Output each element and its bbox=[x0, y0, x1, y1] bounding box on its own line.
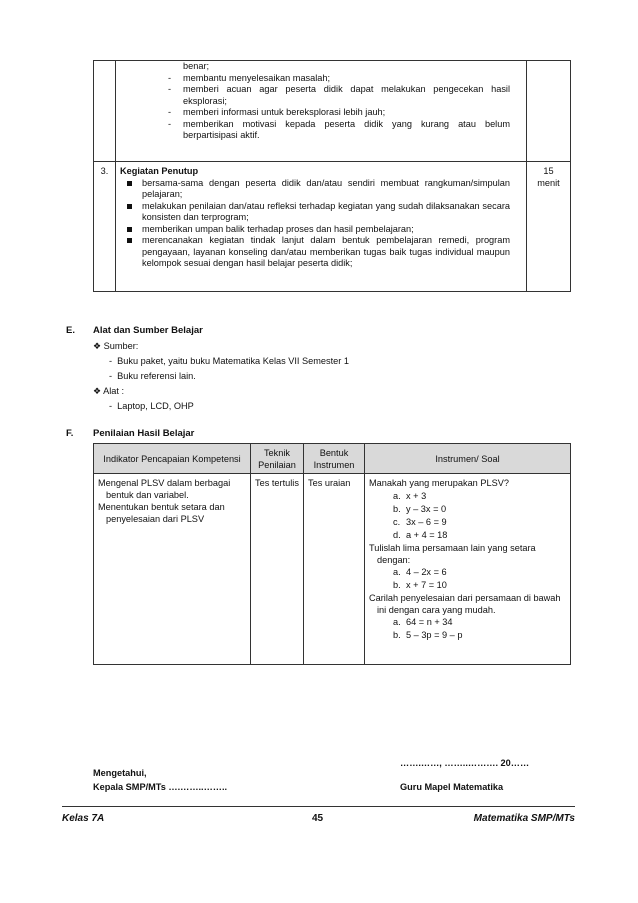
list-item: melakukan penilaian dan/atau refleksi terhadap kegiatan yang sudah dilaksanakan secara konsisten dan terprogram; bbox=[120, 201, 510, 224]
section-e-title: Alat dan Sumber Belajar bbox=[93, 325, 203, 336]
footer-divider bbox=[62, 806, 575, 807]
sumber-label: Sumber: bbox=[103, 341, 139, 351]
option-label: a. bbox=[393, 617, 401, 627]
option-item bbox=[369, 566, 566, 579]
option-label: a. bbox=[393, 491, 401, 501]
header-bentuk: Bentuk Instrumen bbox=[304, 444, 365, 474]
time-value: 15 bbox=[543, 166, 554, 176]
indikator-item: Menentukan bentuk setara dan penyelesaian dari PLSV bbox=[98, 502, 225, 524]
section-f-letter: F. bbox=[66, 428, 74, 439]
list-item: - memberi acuan agar peserta didik dapat melakukan pengecekan hasil eksplorasi; bbox=[164, 84, 510, 107]
bentuk-cell: Tes uraian bbox=[304, 474, 365, 665]
option-value: 5 – 3p = 9 – p bbox=[406, 630, 463, 640]
list-item: merencanakan kegiatan tindak lanjut dalam bentuk pembelajaran remedi, program pengayaan, layanan konseling dan/atau memberikan tugas baik tugas individual maupun kelompok sesuai dengan hasil belajar peserta didik; bbox=[120, 235, 510, 270]
dash-mark: - bbox=[109, 356, 118, 366]
date-line: …….……, ……..………. 20…… bbox=[400, 758, 530, 768]
option-label: b. bbox=[393, 580, 401, 590]
list-item: benar; bbox=[183, 61, 210, 71]
time-cell bbox=[527, 162, 571, 292]
activity-table bbox=[93, 60, 571, 292]
header-teknik: Teknik Penilaian bbox=[251, 444, 304, 474]
indikator-list bbox=[98, 477, 246, 525]
option-item bbox=[369, 616, 566, 629]
table-row bbox=[94, 61, 571, 162]
head-signature: Kepala SMP/MTs ….……..…….. bbox=[93, 782, 228, 792]
dash-mark: - bbox=[109, 371, 118, 381]
sumber-item bbox=[109, 369, 349, 384]
activity-cell bbox=[116, 162, 527, 292]
list-item: - membantu menyelesaikan masalah; bbox=[164, 73, 510, 85]
list-item: memberikan umpan balik terhadap proses dan hasil pembelajaran; bbox=[120, 224, 510, 236]
option-item bbox=[369, 516, 566, 529]
footer-left: Kelas 7A bbox=[62, 813, 105, 824]
question-2-options bbox=[369, 566, 566, 592]
option-label: b. bbox=[393, 630, 401, 640]
question-3-options bbox=[369, 616, 566, 642]
alat-item bbox=[109, 399, 349, 414]
option-item bbox=[369, 629, 566, 642]
section-e-letter: E. bbox=[66, 325, 75, 336]
option-item bbox=[369, 503, 566, 516]
option-item bbox=[369, 579, 566, 592]
page-number: 45 bbox=[312, 813, 324, 824]
list-item: bersama-sama dengan peserta didik dan/atau sendiri membuat rangkuman/simpulan pelajaran; bbox=[120, 178, 510, 201]
activity-list bbox=[164, 61, 510, 142]
number-cell bbox=[94, 61, 116, 162]
row-number: 3. bbox=[94, 162, 116, 292]
option-label: b. bbox=[393, 504, 401, 514]
sumber-item bbox=[109, 354, 349, 369]
time-unit: menit bbox=[537, 177, 560, 188]
teacher-signature: Guru Mapel Matematika bbox=[400, 782, 504, 792]
diamond-bullet-icon: ❖ bbox=[93, 386, 102, 396]
activity-title: Kegiatan Penutup bbox=[120, 166, 199, 176]
sumber-list bbox=[93, 354, 349, 384]
option-item bbox=[369, 490, 566, 503]
alat-item-text: Laptop, LCD, OHP bbox=[117, 401, 194, 411]
header-indikator: Indikator Pencapaian Kompetensi bbox=[94, 444, 251, 474]
indikator-item: Mengenal PLSV dalam berbagai bentuk dan variabel. bbox=[98, 478, 231, 500]
question-2: Tulislah lima persamaan lain yang setara dengan: bbox=[369, 543, 536, 565]
option-value: 3x – 6 = 9 bbox=[406, 517, 447, 527]
sumber-item-text: Buku referensi lain. bbox=[117, 371, 196, 381]
option-value: a + 4 = 18 bbox=[406, 530, 448, 540]
sumber-block bbox=[93, 339, 349, 414]
table-row bbox=[94, 162, 571, 292]
known-label: Mengetahui, bbox=[93, 768, 147, 778]
section-f-title: Penilaian Hasil Belajar bbox=[93, 428, 195, 439]
option-label: a. bbox=[393, 567, 401, 577]
option-value: x + 7 = 10 bbox=[406, 580, 447, 590]
option-value: x + 3 bbox=[406, 491, 427, 501]
teknik-cell: Tes tertulis bbox=[251, 474, 304, 665]
assessment-table bbox=[93, 443, 571, 665]
question-1-options bbox=[369, 490, 566, 542]
header-row bbox=[94, 444, 571, 474]
alat-label: Alat : bbox=[103, 386, 125, 396]
table-row bbox=[94, 474, 571, 665]
question-3: Carilah penyelesaian dari persamaan di bawah ini dengan cara yang mudah. bbox=[369, 593, 561, 615]
header-instrumen: Instrumen/ Soal bbox=[365, 444, 571, 474]
option-value: 4 – 2x = 6 bbox=[406, 567, 447, 577]
footer-right: Matematika SMP/MTs bbox=[473, 813, 575, 824]
indikator-cell bbox=[94, 474, 251, 665]
list-item: - memberikan motivasi kepada peserta didik yang kurang atau belum berpartisipasi aktif. bbox=[164, 119, 510, 142]
option-label: c. bbox=[393, 517, 401, 527]
option-value: y – 3x = 0 bbox=[406, 504, 447, 514]
option-label: d. bbox=[393, 530, 401, 540]
alat-list bbox=[93, 399, 349, 414]
activity-cell bbox=[116, 61, 527, 162]
list-item: - memberi informasi untuk bereksplorasi lebih jauh; bbox=[164, 107, 510, 119]
question-1: Manakah yang merupakan PLSV? bbox=[369, 478, 509, 488]
instrumen-cell bbox=[365, 474, 571, 665]
option-value: 64 = n + 34 bbox=[406, 617, 453, 627]
time-cell bbox=[527, 61, 571, 162]
dash-mark: - bbox=[109, 401, 118, 411]
activity-list bbox=[120, 178, 510, 270]
diamond-bullet-icon: ❖ bbox=[93, 341, 102, 351]
sumber-item-text: Buku paket, yaitu buku Matematika Kelas VII Semester 1 bbox=[117, 356, 350, 366]
option-item bbox=[369, 529, 566, 542]
